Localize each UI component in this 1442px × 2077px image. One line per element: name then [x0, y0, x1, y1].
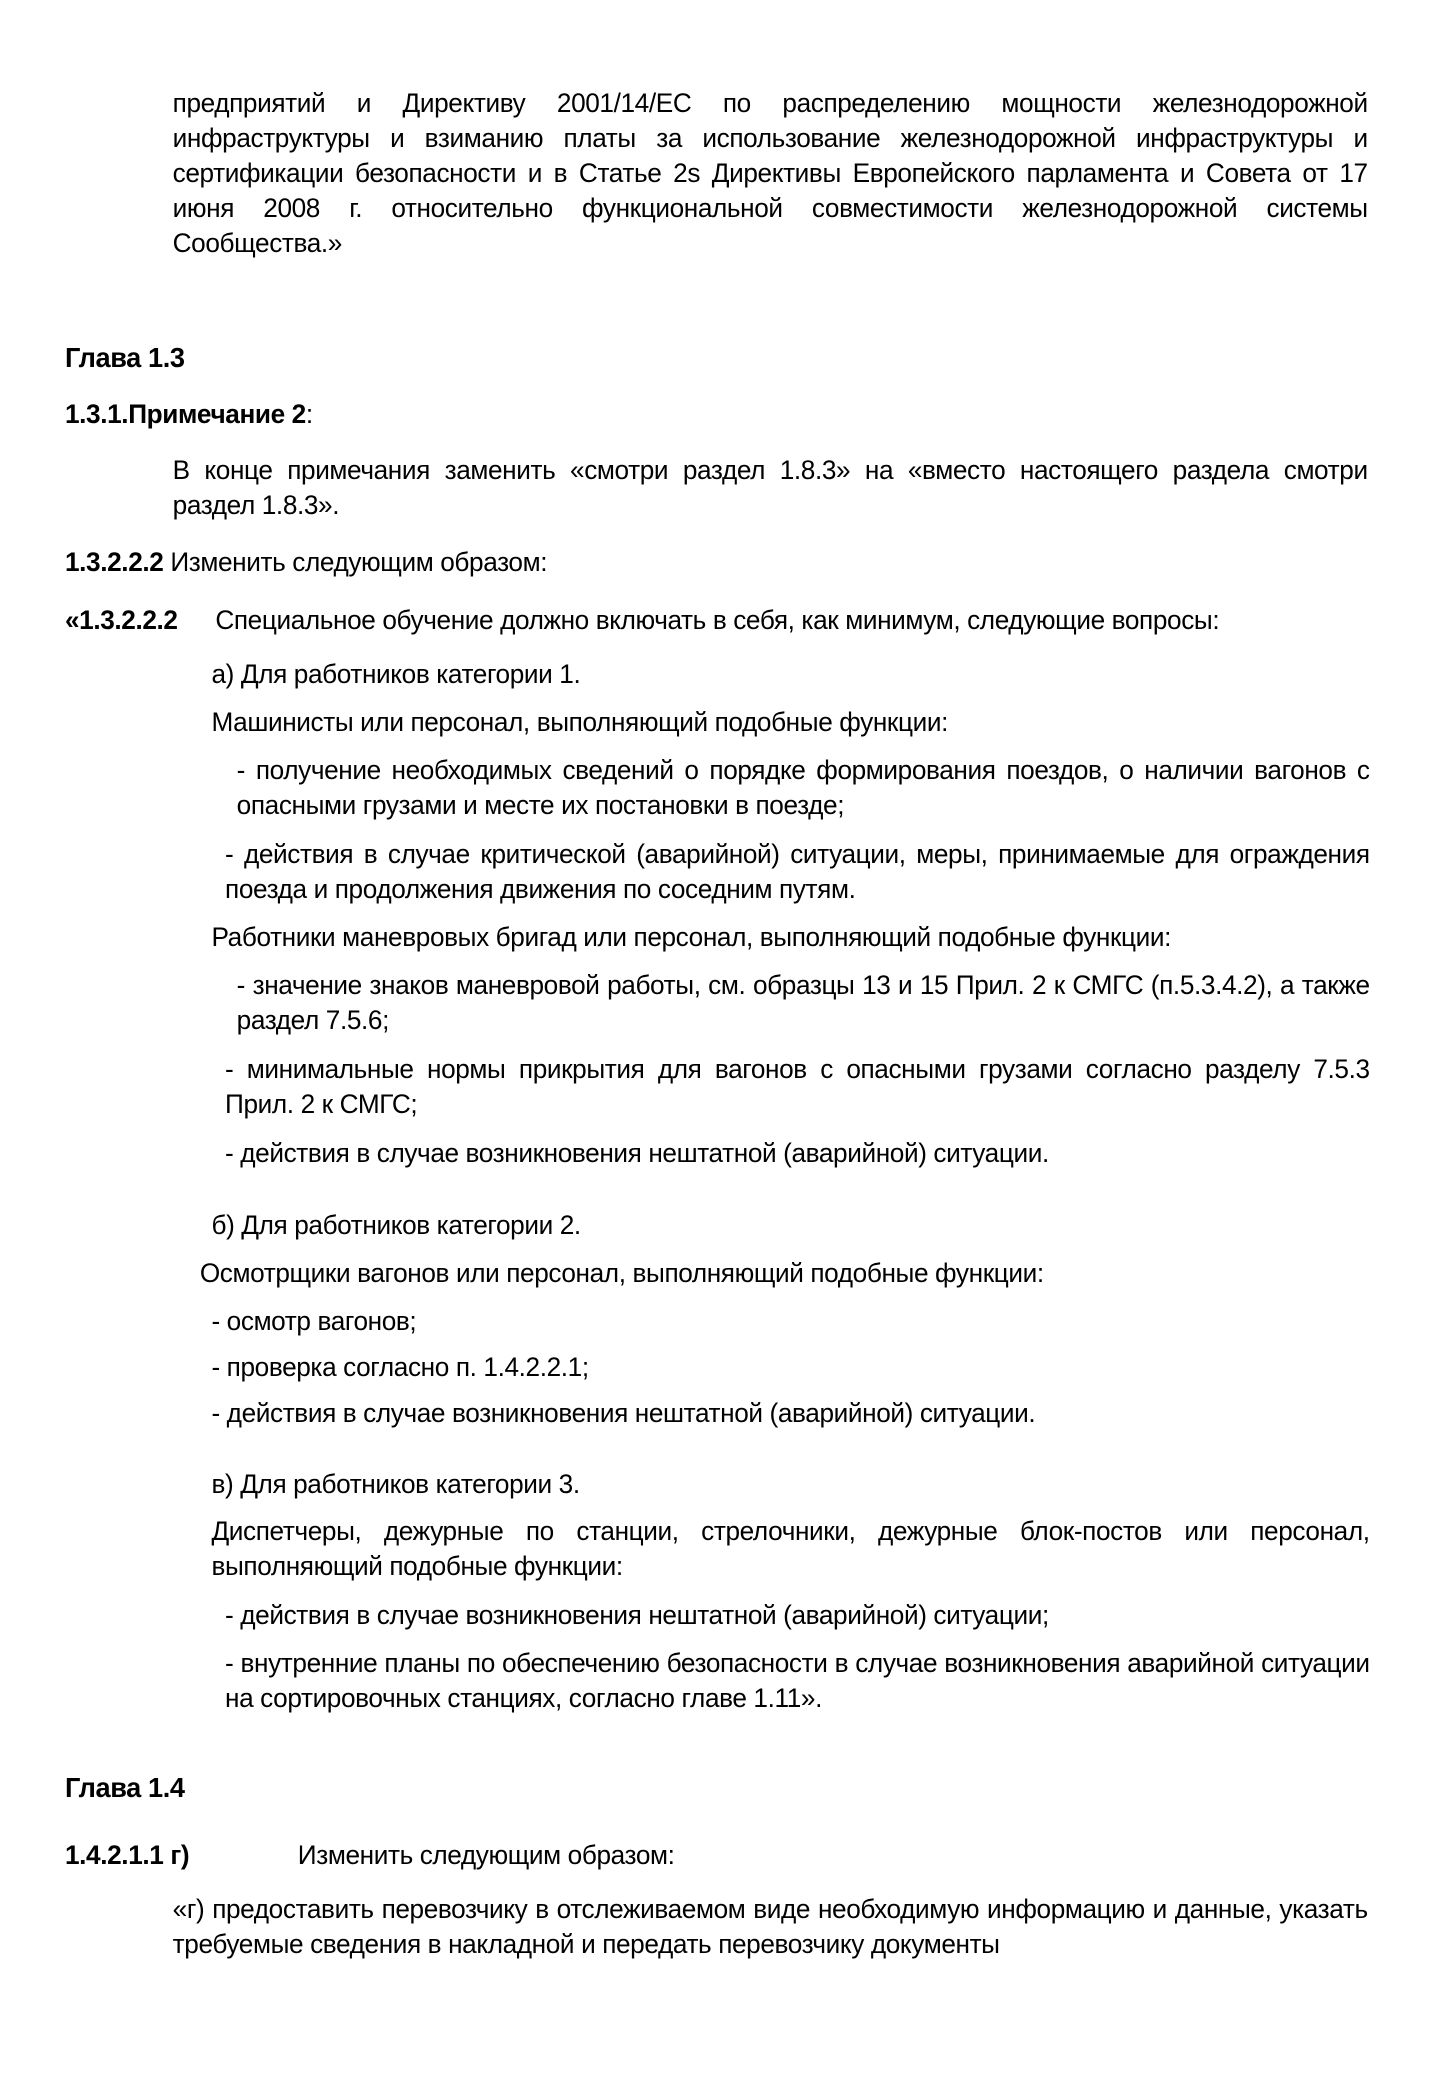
category-c-title: Диспетчеры, дежурные по станции, стрелочники, дежурные блок-постов или персонал, выполняющий подобные функции:: [211, 1516, 1370, 1581]
list-item: - проверка согласно п. 1.4.2.2.1;: [211, 1352, 589, 1382]
quote-label: «1.3.2.2.2: [64, 605, 178, 635]
section-1-3-2-2-2-heading: [65, 545, 547, 580]
list-item: - минимальные нормы прикрытия для вагонов с опасными грузами согласно разделу 7.5.3 Прил. 2 к СМГС;: [225, 1054, 1370, 1119]
category-a-group1-title: Машинисты или персонал, выполняющий подобные функции:: [211, 707, 948, 737]
section-1-3-2-2-2-quote: [65, 603, 1375, 638]
category-b-title: Осмотрщики вагонов или персонал, выполняющий подобные функции:: [199, 1258, 1044, 1288]
list-item: - действия в случае критической (аварийной) ситуации, меры, принимаемые для ограждения поезда и продолжения движения по соседним путям.: [225, 839, 1370, 904]
section-1-4-2-1-1-label: 1.4.2.1.1 г): [64, 1840, 190, 1870]
section-1-3-2-2-2-instruction: Изменить следующим образом:: [163, 547, 548, 577]
list-item: - действия в случае возникновения нештатной (аварийной) ситуации;: [225, 1600, 1049, 1630]
quote-text: Специальное обучение должно включать в себя, как минимум, следующие вопросы:: [215, 605, 1220, 635]
list-item: - действия в случае возникновения нештатной (аварийной) ситуации.: [225, 1138, 1049, 1168]
list-item: - значение знаков маневровой работы, см. образцы 13 и 15 Прил. 2 к СМГС (п.5.3.4.2), а также раздел 7.5.6;: [236, 970, 1370, 1035]
note-2-label: 1.3.1.Примечание 2: [64, 399, 306, 429]
section-1-4-2-1-1-heading: [65, 1838, 675, 1873]
list-item: - действия в случае возникновения нештатной (аварийной) ситуации.: [211, 1398, 1036, 1428]
category-b-heading: б) Для работников категории 2.: [211, 1210, 581, 1240]
category-c-heading: в) Для работников категории 3.: [211, 1469, 580, 1499]
note-2-text: В конце примечания заменить «смотри раздел 1.8.3» на «вместо настоящего раздела смотри раздел 1.8.3».: [172, 455, 1368, 520]
chapter-1-4-heading: Глава 1.4: [64, 1772, 185, 1803]
section-1-4-2-1-1-quote: «г) предоставить перевозчику в отслеживаемом виде необходимую информацию и данные, указать требуемые сведения в накладной и передать перевозчику документы: [172, 1894, 1368, 1959]
chapter-1-3-heading: Глава 1.3: [64, 342, 185, 373]
note-2-heading: [65, 397, 313, 432]
list-item: - внутренние планы по обеспечению безопасности в случае возникновения аварийной ситуации на сортировочных станциях, согласно главе 1.11».: [225, 1648, 1370, 1713]
list-item: - осмотр вагонов;: [211, 1306, 417, 1336]
intro-paragraph: предприятий и Директиву 2001/14/ЕС по распределению мощности железнодорожной инфраструктуры и взиманию платы за использование железнодорожной инфраструктуры и сертификации безопасности и в Статье 2s Директивы Европейского парламента и Совета от 17 июня 2008 г. относительно функциональной совместимости железнодорожной системы Сообщества.»: [172, 88, 1368, 258]
note-2-colon: :: [305, 399, 313, 429]
list-item: - получение необходимых сведений о порядке формирования поездов, о наличии вагонов с опасными грузами и месте их постановки в поезде;: [236, 755, 1370, 820]
category-a-heading: а) Для работников категории 1.: [211, 659, 581, 689]
section-1-3-2-2-2-label: 1.3.2.2.2: [64, 547, 164, 577]
section-1-4-2-1-1-instruction: Изменить следующим образом:: [297, 1840, 675, 1870]
category-a-group2-title: Работники маневровых бригад или персонал, выполняющий подобные функции:: [211, 922, 1172, 952]
